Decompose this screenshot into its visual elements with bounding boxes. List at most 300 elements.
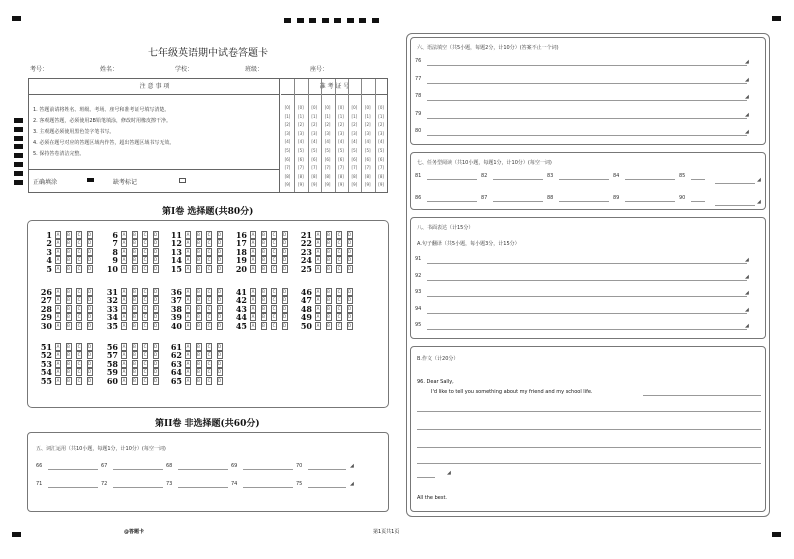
option-bubble[interactable]: B — [327, 289, 330, 294]
option-bubble[interactable]: D — [217, 289, 222, 294]
option-bubble[interactable]: D — [217, 265, 222, 271]
option-bubble[interactable]: A — [122, 289, 126, 294]
option-bubble[interactable]: B — [327, 297, 330, 303]
option-bubble[interactable]: C — [337, 232, 341, 237]
option-bubble[interactable]: A — [316, 289, 320, 294]
option-bubble[interactable]: D — [87, 305, 92, 311]
option-bubble[interactable]: C — [143, 289, 147, 294]
id-digit-bubble[interactable]: [4] — [297, 139, 304, 147]
option-bubble[interactable]: C — [143, 257, 147, 263]
option-bubble[interactable]: A — [122, 344, 126, 349]
id-digit-bubble[interactable]: [9] — [311, 182, 318, 190]
option-bubble[interactable]: D — [217, 377, 222, 383]
option-bubble[interactable]: B — [197, 344, 200, 349]
option-bubble[interactable]: D — [217, 297, 222, 303]
option-bubble[interactable]: D — [282, 248, 287, 254]
option-bubble[interactable]: D — [153, 257, 158, 263]
missing-exam-checkbox[interactable] — [179, 178, 186, 183]
option-bubble[interactable]: C — [143, 352, 147, 358]
id-digit-bubble[interactable]: [7] — [284, 165, 291, 173]
id-digit-bubble[interactable]: [8] — [311, 174, 318, 182]
option-bubble[interactable]: D — [347, 232, 352, 237]
option-bubble[interactable]: D — [282, 257, 287, 263]
option-bubble[interactable]: B — [262, 232, 265, 237]
option-bubble[interactable]: D — [217, 305, 222, 311]
id-digit-bubble[interactable]: [1] — [338, 114, 345, 122]
option-bubble[interactable]: B — [327, 265, 330, 271]
option-bubble[interactable]: A — [251, 257, 255, 263]
option-bubble[interactable]: D — [347, 305, 352, 311]
option-bubble[interactable]: C — [337, 240, 341, 246]
option-bubble[interactable]: B — [327, 240, 330, 246]
option-bubble[interactable]: D — [87, 352, 92, 358]
id-digit-bubble[interactable]: [5] — [351, 148, 358, 156]
option-bubble[interactable]: C — [272, 232, 276, 237]
option-bubble[interactable]: C — [207, 232, 211, 237]
option-bubble[interactable]: B — [197, 232, 200, 237]
option-bubble[interactable]: D — [217, 322, 222, 328]
id-digit-bubble[interactable]: [1] — [284, 114, 291, 122]
id-digit-bubble[interactable]: [1] — [311, 114, 318, 122]
id-digit-bubble[interactable]: [3] — [311, 131, 318, 139]
option-bubble[interactable]: C — [143, 248, 147, 254]
option-bubble[interactable]: A — [186, 377, 190, 383]
id-digit-bubble[interactable]: [6] — [378, 157, 385, 165]
option-bubble[interactable]: D — [153, 369, 158, 375]
option-bubble[interactable]: D — [347, 248, 352, 254]
id-digit-bubble[interactable]: [9] — [324, 182, 331, 190]
option-bubble[interactable]: B — [262, 322, 265, 328]
option-bubble[interactable]: A — [56, 232, 60, 237]
option-bubble[interactable]: A — [251, 232, 255, 237]
option-bubble[interactable]: C — [77, 314, 81, 320]
option-bubble[interactable]: D — [282, 322, 287, 328]
id-digit-bubble[interactable]: [6] — [297, 157, 304, 165]
id-digit-bubble[interactable]: [2] — [324, 122, 331, 130]
option-bubble[interactable]: B — [262, 265, 265, 271]
option-bubble[interactable]: A — [251, 305, 255, 311]
option-bubble[interactable]: B — [67, 240, 70, 246]
id-digit-bubble[interactable]: [8] — [364, 174, 371, 182]
id-digit-bubble[interactable]: [9] — [338, 182, 345, 190]
id-digit-bubble[interactable]: [2] — [351, 122, 358, 130]
option-bubble[interactable]: D — [282, 297, 287, 303]
option-bubble[interactable]: C — [77, 257, 81, 263]
option-bubble[interactable]: B — [262, 248, 265, 254]
option-bubble[interactable]: C — [207, 352, 211, 358]
option-bubble[interactable]: D — [217, 314, 222, 320]
id-digit-bubble[interactable]: [8] — [284, 174, 291, 182]
id-digit-bubble[interactable]: [6] — [284, 157, 291, 165]
option-bubble[interactable]: A — [186, 232, 190, 237]
option-bubble[interactable]: C — [143, 297, 147, 303]
option-bubble[interactable]: B — [197, 248, 200, 254]
option-bubble[interactable]: D — [153, 265, 158, 271]
option-bubble[interactable]: A — [122, 265, 126, 271]
id-digit-bubble[interactable]: [3] — [297, 131, 304, 139]
option-bubble[interactable]: B — [133, 344, 136, 349]
option-bubble[interactable]: B — [133, 248, 136, 254]
option-bubble[interactable]: B — [327, 322, 330, 328]
option-bubble[interactable]: D — [282, 240, 287, 246]
option-bubble[interactable]: D — [217, 240, 222, 246]
option-bubble[interactable]: A — [316, 257, 320, 263]
option-bubble[interactable]: B — [133, 369, 136, 375]
option-bubble[interactable]: D — [347, 240, 352, 246]
option-bubble[interactable]: C — [77, 344, 81, 349]
id-digit-bubble[interactable]: [0] — [364, 105, 371, 113]
option-bubble[interactable]: C — [143, 265, 147, 271]
option-bubble[interactable]: C — [77, 377, 81, 383]
option-bubble[interactable]: A — [56, 257, 60, 263]
option-bubble[interactable]: A — [56, 322, 60, 328]
option-bubble[interactable]: D — [217, 257, 222, 263]
option-bubble[interactable]: D — [87, 257, 92, 263]
option-bubble[interactable]: B — [327, 232, 330, 237]
option-bubble[interactable]: A — [251, 297, 255, 303]
option-bubble[interactable]: B — [327, 314, 330, 320]
id-digit-bubble[interactable]: [5] — [297, 148, 304, 156]
option-bubble[interactable]: A — [186, 344, 190, 349]
option-bubble[interactable]: A — [56, 297, 60, 303]
option-bubble[interactable]: A — [186, 360, 190, 366]
option-bubble[interactable]: A — [186, 248, 190, 254]
id-digit-bubble[interactable]: [1] — [297, 114, 304, 122]
option-bubble[interactable]: A — [186, 297, 190, 303]
option-bubble[interactable]: B — [327, 257, 330, 263]
option-bubble[interactable]: D — [87, 232, 92, 237]
option-bubble[interactable]: A — [56, 265, 60, 271]
id-digit-bubble[interactable]: [1] — [324, 114, 331, 122]
option-bubble[interactable]: C — [77, 265, 81, 271]
id-digit-bubble[interactable]: [6] — [324, 157, 331, 165]
id-digit-bubble[interactable]: [1] — [364, 114, 371, 122]
option-bubble[interactable]: C — [207, 360, 211, 366]
option-bubble[interactable]: A — [56, 344, 60, 349]
option-bubble[interactable]: D — [282, 232, 287, 237]
option-bubble[interactable]: C — [143, 377, 147, 383]
option-bubble[interactable]: B — [197, 377, 200, 383]
id-digit-bubble[interactable]: [4] — [311, 139, 318, 147]
id-digit-bubble[interactable]: [4] — [364, 139, 371, 147]
id-digit-bubble[interactable]: [2] — [297, 122, 304, 130]
option-bubble[interactable]: A — [186, 305, 190, 311]
option-bubble[interactable]: C — [77, 305, 81, 311]
id-digit-bubble[interactable]: [0] — [338, 105, 345, 113]
option-bubble[interactable]: A — [56, 248, 60, 254]
option-bubble[interactable]: A — [186, 265, 190, 271]
option-bubble[interactable]: C — [207, 322, 211, 328]
id-digit-bubble[interactable]: [7] — [364, 165, 371, 173]
option-bubble[interactable]: C — [337, 322, 341, 328]
option-bubble[interactable]: D — [153, 377, 158, 383]
option-bubble[interactable]: B — [262, 289, 265, 294]
option-bubble[interactable]: B — [133, 265, 136, 271]
option-bubble[interactable]: B — [262, 314, 265, 320]
option-bubble[interactable]: A — [186, 314, 190, 320]
option-bubble[interactable]: D — [153, 360, 158, 366]
option-bubble[interactable]: B — [197, 265, 200, 271]
option-bubble[interactable]: D — [347, 265, 352, 271]
option-bubble[interactable]: A — [186, 289, 190, 294]
id-digit-bubble[interactable]: [3] — [351, 131, 358, 139]
option-bubble[interactable]: D — [153, 305, 158, 311]
option-bubble[interactable]: C — [337, 297, 341, 303]
id-digit-bubble[interactable]: [6] — [338, 157, 345, 165]
option-bubble[interactable]: A — [251, 314, 255, 320]
option-bubble[interactable]: B — [67, 352, 70, 358]
option-bubble[interactable]: B — [197, 322, 200, 328]
option-bubble[interactable]: B — [67, 265, 70, 271]
id-digit-bubble[interactable]: [8] — [378, 174, 385, 182]
id-digit-bubble[interactable]: [1] — [378, 114, 385, 122]
option-bubble[interactable]: B — [327, 248, 330, 254]
option-bubble[interactable]: B — [67, 232, 70, 237]
option-bubble[interactable]: B — [133, 257, 136, 263]
option-bubble[interactable]: C — [207, 297, 211, 303]
id-digit-bubble[interactable]: [9] — [297, 182, 304, 190]
id-digit-bubble[interactable]: [3] — [378, 131, 385, 139]
id-digit-bubble[interactable]: [5] — [324, 148, 331, 156]
id-digit-bubble[interactable]: [8] — [297, 174, 304, 182]
option-bubble[interactable]: A — [56, 314, 60, 320]
option-bubble[interactable]: A — [56, 360, 60, 366]
option-bubble[interactable]: D — [153, 344, 158, 349]
id-digit-bubble[interactable]: [7] — [378, 165, 385, 173]
id-digit-bubble[interactable]: [3] — [284, 131, 291, 139]
option-bubble[interactable]: C — [337, 314, 341, 320]
option-bubble[interactable]: B — [197, 297, 200, 303]
id-digit-bubble[interactable]: [4] — [284, 139, 291, 147]
option-bubble[interactable]: B — [262, 257, 265, 263]
option-bubble[interactable]: C — [143, 360, 147, 366]
option-bubble[interactable]: D — [87, 344, 92, 349]
option-bubble[interactable]: C — [207, 289, 211, 294]
option-bubble[interactable]: A — [122, 297, 126, 303]
option-bubble[interactable]: B — [67, 322, 70, 328]
option-bubble[interactable]: C — [143, 305, 147, 311]
option-bubble[interactable]: D — [87, 289, 92, 294]
id-digit-bubble[interactable]: [4] — [338, 139, 345, 147]
option-bubble[interactable]: B — [67, 369, 70, 375]
id-digit-bubble[interactable]: [4] — [378, 139, 385, 147]
option-bubble[interactable]: B — [262, 240, 265, 246]
option-bubble[interactable]: B — [197, 240, 200, 246]
option-bubble[interactable]: A — [122, 232, 126, 237]
option-bubble[interactable]: C — [207, 248, 211, 254]
option-bubble[interactable]: B — [67, 377, 70, 383]
option-bubble[interactable]: A — [122, 369, 126, 375]
option-bubble[interactable]: B — [67, 344, 70, 349]
option-bubble[interactable]: C — [272, 322, 276, 328]
option-bubble[interactable]: B — [133, 305, 136, 311]
id-digit-bubble[interactable]: [6] — [351, 157, 358, 165]
option-bubble[interactable]: B — [67, 360, 70, 366]
option-bubble[interactable]: A — [56, 240, 60, 246]
id-digit-bubble[interactable]: [3] — [364, 131, 371, 139]
id-digit-bubble[interactable]: [2] — [311, 122, 318, 130]
option-bubble[interactable]: D — [153, 352, 158, 358]
option-bubble[interactable]: D — [87, 248, 92, 254]
id-digit-bubble[interactable]: [8] — [351, 174, 358, 182]
option-bubble[interactable]: D — [282, 289, 287, 294]
option-bubble[interactable]: C — [272, 265, 276, 271]
option-bubble[interactable]: A — [122, 305, 126, 311]
option-bubble[interactable]: C — [207, 265, 211, 271]
id-digit-bubble[interactable]: [0] — [297, 105, 304, 113]
option-bubble[interactable]: C — [77, 352, 81, 358]
option-bubble[interactable]: C — [143, 322, 147, 328]
option-bubble[interactable]: A — [122, 257, 126, 263]
id-digit-bubble[interactable]: [8] — [324, 174, 331, 182]
option-bubble[interactable]: A — [186, 369, 190, 375]
id-digit-bubble[interactable]: [5] — [284, 148, 291, 156]
id-digit-bubble[interactable]: [2] — [338, 122, 345, 130]
option-bubble[interactable]: D — [153, 297, 158, 303]
id-digit-bubble[interactable]: [4] — [324, 139, 331, 147]
option-bubble[interactable]: A — [316, 265, 320, 271]
id-digit-bubble[interactable]: [5] — [364, 148, 371, 156]
option-bubble[interactable]: A — [316, 232, 320, 237]
option-bubble[interactable]: A — [122, 377, 126, 383]
id-digit-bubble[interactable]: [7] — [351, 165, 358, 173]
option-bubble[interactable]: B — [67, 257, 70, 263]
option-bubble[interactable]: A — [316, 240, 320, 246]
option-bubble[interactable]: C — [337, 289, 341, 294]
id-digit-bubble[interactable]: [3] — [338, 131, 345, 139]
option-bubble[interactable]: C — [143, 314, 147, 320]
option-bubble[interactable]: C — [337, 248, 341, 254]
option-bubble[interactable]: C — [337, 257, 341, 263]
option-bubble[interactable]: B — [197, 360, 200, 366]
option-bubble[interactable]: B — [133, 240, 136, 246]
id-digit-bubble[interactable]: [0] — [324, 105, 331, 113]
option-bubble[interactable]: B — [67, 314, 70, 320]
option-bubble[interactable]: B — [133, 314, 136, 320]
id-digit-bubble[interactable]: [2] — [284, 122, 291, 130]
id-digit-bubble[interactable]: [2] — [378, 122, 385, 130]
option-bubble[interactable]: B — [197, 314, 200, 320]
option-bubble[interactable]: D — [153, 232, 158, 237]
option-bubble[interactable]: D — [217, 344, 222, 349]
option-bubble[interactable]: A — [316, 305, 320, 311]
option-bubble[interactable]: B — [197, 352, 200, 358]
option-bubble[interactable]: A — [56, 377, 60, 383]
option-bubble[interactable]: B — [262, 305, 265, 311]
id-digit-bubble[interactable]: [3] — [324, 131, 331, 139]
id-digit-bubble[interactable]: [5] — [378, 148, 385, 156]
id-digit-bubble[interactable]: [0] — [284, 105, 291, 113]
option-bubble[interactable]: A — [122, 314, 126, 320]
option-bubble[interactable]: A — [186, 257, 190, 263]
option-bubble[interactable]: D — [347, 257, 352, 263]
id-digit-bubble[interactable]: [9] — [364, 182, 371, 190]
option-bubble[interactable]: D — [153, 240, 158, 246]
id-digit-bubble[interactable]: [5] — [338, 148, 345, 156]
option-bubble[interactable]: C — [143, 369, 147, 375]
option-bubble[interactable]: B — [133, 360, 136, 366]
id-digit-bubble[interactable]: [5] — [311, 148, 318, 156]
id-digit-bubble[interactable]: [9] — [351, 182, 358, 190]
option-bubble[interactable]: C — [77, 248, 81, 254]
option-bubble[interactable]: D — [217, 360, 222, 366]
option-bubble[interactable]: C — [207, 240, 211, 246]
option-bubble[interactable]: A — [122, 248, 126, 254]
option-bubble[interactable]: C — [272, 257, 276, 263]
id-digit-bubble[interactable]: [7] — [338, 165, 345, 173]
option-bubble[interactable]: B — [67, 305, 70, 311]
id-digit-bubble[interactable]: [0] — [351, 105, 358, 113]
option-bubble[interactable]: B — [197, 257, 200, 263]
option-bubble[interactable]: A — [122, 240, 126, 246]
option-bubble[interactable]: C — [143, 232, 147, 237]
option-bubble[interactable]: C — [77, 232, 81, 237]
id-digit-bubble[interactable]: [9] — [378, 182, 385, 190]
option-bubble[interactable]: C — [77, 297, 81, 303]
option-bubble[interactable]: D — [282, 265, 287, 271]
option-bubble[interactable]: B — [67, 248, 70, 254]
option-bubble[interactable]: D — [87, 297, 92, 303]
option-bubble[interactable]: C — [272, 248, 276, 254]
option-bubble[interactable]: D — [87, 369, 92, 375]
option-bubble[interactable]: C — [207, 257, 211, 263]
option-bubble[interactable]: C — [337, 265, 341, 271]
option-bubble[interactable]: D — [87, 240, 92, 246]
option-bubble[interactable]: C — [143, 344, 147, 349]
option-bubble[interactable]: D — [217, 248, 222, 254]
option-bubble[interactable]: D — [347, 314, 352, 320]
option-bubble[interactable]: D — [347, 289, 352, 294]
option-bubble[interactable]: B — [327, 305, 330, 311]
option-bubble[interactable]: B — [197, 289, 200, 294]
id-digit-bubble[interactable]: [7] — [324, 165, 331, 173]
id-digit-bubble[interactable]: [6] — [364, 157, 371, 165]
option-bubble[interactable]: D — [217, 352, 222, 358]
option-bubble[interactable]: A — [316, 322, 320, 328]
option-bubble[interactable]: D — [153, 322, 158, 328]
option-bubble[interactable]: A — [251, 265, 255, 271]
id-digit-bubble[interactable]: [7] — [311, 165, 318, 173]
option-bubble[interactable]: A — [251, 248, 255, 254]
option-bubble[interactable]: D — [153, 314, 158, 320]
option-bubble[interactable]: B — [197, 369, 200, 375]
option-bubble[interactable]: A — [56, 352, 60, 358]
option-bubble[interactable]: D — [153, 289, 158, 294]
option-bubble[interactable]: C — [207, 369, 211, 375]
id-digit-bubble[interactable]: [4] — [351, 139, 358, 147]
option-bubble[interactable]: D — [347, 297, 352, 303]
id-digit-bubble[interactable]: [6] — [311, 157, 318, 165]
option-bubble[interactable]: B — [133, 297, 136, 303]
option-bubble[interactable]: A — [56, 305, 60, 311]
option-bubble[interactable]: D — [347, 322, 352, 328]
option-bubble[interactable]: B — [262, 297, 265, 303]
option-bubble[interactable]: A — [186, 240, 190, 246]
option-bubble[interactable]: B — [197, 305, 200, 311]
option-bubble[interactable]: B — [133, 352, 136, 358]
id-digit-bubble[interactable]: [9] — [284, 182, 291, 190]
id-digit-bubble[interactable]: [2] — [364, 122, 371, 130]
option-bubble[interactable]: C — [207, 377, 211, 383]
id-digit-bubble[interactable]: [1] — [351, 114, 358, 122]
option-bubble[interactable]: A — [122, 322, 126, 328]
option-bubble[interactable]: B — [67, 289, 70, 294]
option-bubble[interactable]: D — [217, 369, 222, 375]
option-bubble[interactable]: C — [272, 305, 276, 311]
option-bubble[interactable]: C — [207, 344, 211, 349]
option-bubble[interactable]: D — [153, 248, 158, 254]
option-bubble[interactable]: C — [272, 240, 276, 246]
